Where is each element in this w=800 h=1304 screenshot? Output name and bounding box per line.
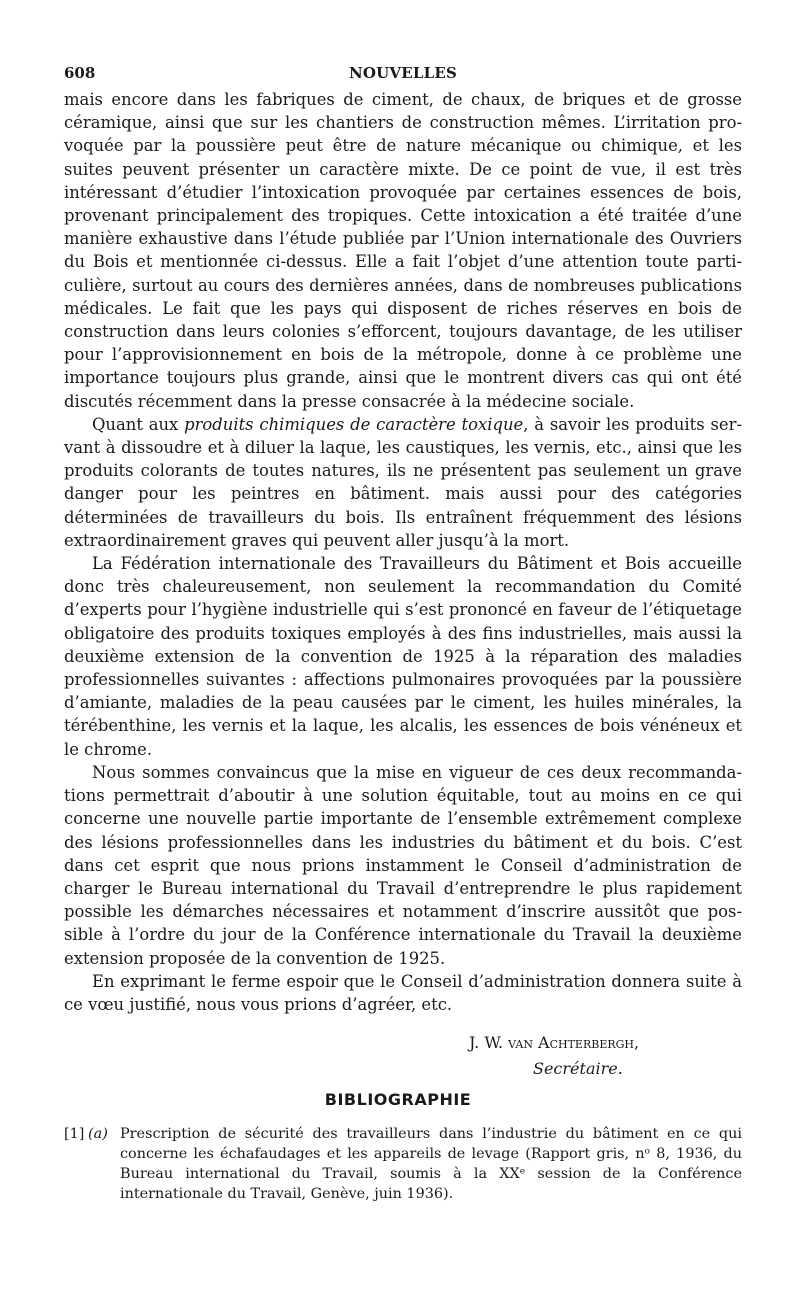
signatory-surname: Achterbergh [538,1033,635,1053]
signatory-role: Secrétaire. [533,1059,623,1079]
paragraph-closing: En exprimant le ferme espoir que le Conseil d’administration donnera suite à ce vœu justifié, nous vous prions d’agréer, etc. [64,971,742,1014]
signatory-name: J. W. van Achterbergh, [469,1033,640,1053]
paragraph-recommendations: Nous sommes convaincus que la mise en vigueur de ces deux recommandations permettrait d’aboutir à une solution équitable, tout au moins en ce qui concerne une nouvelle partie importante de l’ensemble extrêmement complexe des lésions professionnelles dans les industries du bâtiment et du bois. C’est dans cet esprit que nous prions instamment le Conseil d’administration de charger le Bureau international du Travail d’entreprendre le plus rapidement possible les démarches nécessaires et notamment d’inscrire aussitôt que possible à l’ordre du jour de la Conférence internationale du Travail la deuxième extension proposée de la convention de 1925. [64,762,742,968]
running-header [64,58,742,88]
bibliography-entry [64,1125,742,1204]
article-body [64,88,742,1016]
signatory-name-prefix: van [508,1033,539,1053]
paragraph-federation: La Fédération internationale des Travailleurs du Bâtiment et Bois accueille donc très chaleureusement, non seulement la recommandation du Comité d’experts pour l’hygiène industrielle qui s’est prononcé en faveur de l’étiquetage obligatoire des produits toxiques employés à des fins industrielles, mais aussi la deuxième extension de la convention de 1925 à la réparation des maladies professionnelles suivantes : affections pulmonaires provoquées par la poussière d’amiante, maladies de la peau causées par le ciment, les huiles minérales, la térébenthine, les vernis et la laque, les alcalis, les essences de bois vénéneux et le chrome. [64,554,742,759]
signature-block [64,1030,742,1082]
signatory-initials: J. W. [469,1033,509,1053]
running-title: NOUVELLES [348,64,458,82]
bibliography-heading: BIBLIOGRAPHIE [324,1090,472,1110]
paragraph-continuation: mais encore dans les fabriques de ciment, de chaux, de briques et de grosse céramique, ainsi que sur les chantiers de construction mêmes. L’irritation provoquée par la poussière peut être de nature mécanique ou chimique, et les suites peuvent présenter un caractère mixte. De ce point de vue, il est très intéressant d’étudier l’intoxication provoquée par certaines essences de bois, provenant principalement des tropiques. Cette intoxication a été traitée d’une manière exhaustive dans l’étude publiée par l’Union internationale des Ouvriers du Bois et mentionnée ci-dessus. Elle a fait l’objet d’une attention toute particulière, surtout au cours des dernières années, dans de nombreuses publications médicales. Le fait que les pays qui disposent de riches réserves en bois de construction dans leurs colonies s’efforcent, toujours davantage, de les utiliser pour l’approvisionnement en bois de la métropole, donne à ce problème une importance toujours plus grande, ainsi que le montrent divers cas qui ont été discutés récemment dans la presse consacrée à la médecine sociale. [64,90,742,411]
reference-subletter: (a) [88,1126,108,1143]
paragraph-rest: , à savoir les produits servant à dissoudre et à diluer la laque, les caustiques, les vernis, etc., ainsi que les produits colorants de toutes natures, ils ne présentent pas seulement un grave danger pour les peintres en bâtiment. mais aussi pour des catégories déterminées de travailleurs du bois. Ils entraînent fréquemment des lésions extraordinairement graves qui peuvent aller jusqu’à la mort. [64,414,742,550]
paragraph-lead: Quant aux [92,414,185,434]
paragraph-toxic-chemicals [64,413,742,552]
document-page [64,58,742,1204]
reference-number: [1] [64,1126,85,1143]
italic-term: produits chimiques de caractère toxique [184,414,524,434]
page-number: 608 [64,64,96,82]
reference-text: Prescription de sécurité des travailleurs dans l’industrie du bâtiment en ce qui concerne les échafaudages et les appareils de levage (Rapport gris, nᵒ 8, 1936, du Bureau international du Travail, soumis à la XXᵉ session de la Conférence internationale du Travail, Genève, juin 1936). [120,1126,742,1202]
